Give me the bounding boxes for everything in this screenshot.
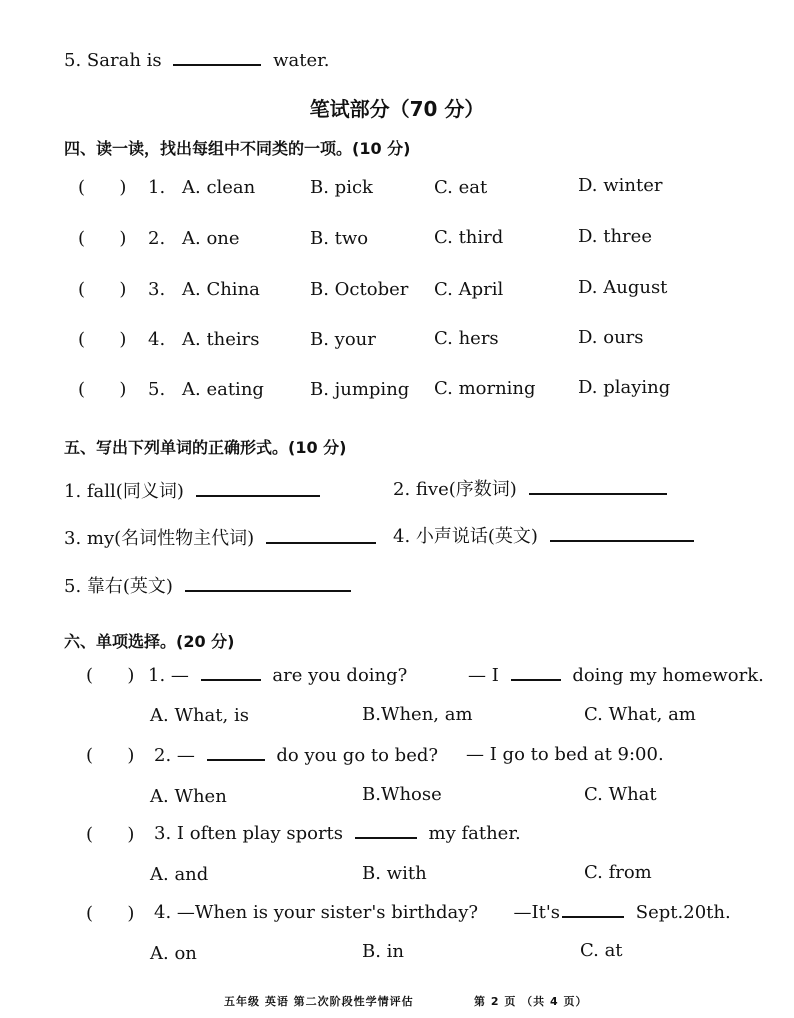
page-number: 第 2 页 （共 4 页） <box>474 995 588 1008</box>
question-text: — I <box>468 665 499 686</box>
question-line <box>148 665 407 686</box>
question-number: 4. <box>148 329 166 350</box>
answer-blank[interactable] <box>185 576 351 592</box>
answer-blank[interactable] <box>355 823 417 839</box>
option-c: C. third <box>434 227 504 248</box>
word-item <box>64 477 326 503</box>
question-number: 5. <box>148 379 166 400</box>
answer-blank[interactable] <box>196 481 320 497</box>
option-a: A. clean <box>182 177 256 198</box>
option-c: C. What <box>584 784 657 805</box>
option-b: B. in <box>362 941 405 962</box>
option-b: B. two <box>310 228 369 249</box>
section-heading: 六、单项选择。(20 分) <box>64 632 235 651</box>
option-b: B. pick <box>310 177 373 198</box>
option-c: C. morning <box>434 378 536 399</box>
question-line <box>154 745 438 766</box>
option-a: A. one <box>182 228 240 249</box>
question-text: I often play sports <box>176 823 344 844</box>
question-line <box>468 665 764 686</box>
question-number: 3. <box>154 823 172 844</box>
section-title: 笔试部分（70 分） <box>309 97 485 121</box>
question-text: are you doing? <box>272 665 408 686</box>
option-d: D. winter <box>578 175 663 196</box>
option-b: B. your <box>310 329 376 350</box>
question-number: 2. <box>154 745 172 766</box>
option-a: A. China <box>182 279 260 300</box>
answer-bracket[interactable]: ( ) <box>86 665 135 686</box>
question-text: — <box>176 745 195 766</box>
question-text: — I go to bed at 9:00. <box>466 744 664 765</box>
word-item <box>393 475 673 501</box>
word-label: 1. fall(同义词) <box>64 481 184 502</box>
answer-bracket[interactable]: ( ) <box>78 279 127 300</box>
answer-blank[interactable] <box>173 50 261 66</box>
question-text: my father. <box>428 823 521 844</box>
answer-bracket[interactable]: ( ) <box>78 379 127 400</box>
answer-blank[interactable] <box>562 902 624 918</box>
section-heading: 五、写出下列单词的正确形式。(10 分) <box>64 438 347 457</box>
option-a: A. and <box>150 864 209 885</box>
option-c: C. April <box>434 279 504 300</box>
answer-bracket[interactable]: ( ) <box>78 329 127 350</box>
question-number: 4. <box>154 902 172 923</box>
question-text: —It's <box>513 902 561 923</box>
option-c: C. from <box>584 862 652 883</box>
option-a: A. What, is <box>150 705 249 726</box>
answer-blank[interactable] <box>529 479 667 495</box>
option-a: A. on <box>150 943 197 964</box>
answer-blank[interactable] <box>207 745 265 761</box>
option-a: A. theirs <box>182 329 260 350</box>
question-text: Sarah is <box>86 50 162 71</box>
option-b: B. jumping <box>310 379 410 400</box>
word-item <box>64 524 382 550</box>
word-item <box>393 522 700 548</box>
question-text: doing my homework. <box>572 665 764 686</box>
section-heading: 四、读一读，找出每组中不同类的一项。(10 分) <box>64 139 411 158</box>
question-number: 1. <box>148 665 166 686</box>
option-b: B. October <box>310 279 409 300</box>
answer-blank[interactable] <box>511 665 561 681</box>
answer-bracket[interactable]: ( ) <box>86 824 135 845</box>
option-b: B. with <box>362 863 427 884</box>
answer-blank[interactable] <box>266 528 376 544</box>
question-number: 5. <box>64 50 82 71</box>
option-c: C. at <box>580 940 623 961</box>
question-line <box>154 823 521 844</box>
answer-bracket[interactable]: ( ) <box>78 177 127 198</box>
word-label: 3. my(名词性物主代词) <box>64 528 255 549</box>
question-line <box>154 902 731 923</box>
word-label: 4. 小声说话(英文) <box>393 526 538 547</box>
question-text: do you go to bed? <box>276 745 439 766</box>
option-b: B.When, am <box>362 704 473 725</box>
option-a: A. When <box>150 786 227 807</box>
option-c: C. eat <box>434 177 488 198</box>
answer-bracket[interactable]: ( ) <box>78 228 127 249</box>
word-label: 2. five(序数词) <box>393 479 517 500</box>
option-b: B.Whose <box>362 784 442 805</box>
option-d: D. three <box>578 226 652 247</box>
word-item <box>64 572 357 598</box>
option-a: A. eating <box>182 379 264 400</box>
question-line <box>64 50 329 71</box>
question-text: water. <box>273 50 330 71</box>
answer-bracket[interactable]: ( ) <box>86 745 135 766</box>
answer-blank[interactable] <box>550 526 694 542</box>
question-number: 1. <box>148 177 166 198</box>
option-d: D. August <box>578 277 668 298</box>
question-text: —When is your sister's birthday? <box>176 902 479 923</box>
question-text: — <box>170 665 189 686</box>
option-c: C. hers <box>434 328 499 349</box>
option-c: C. What, am <box>584 704 696 725</box>
question-number: 3. <box>148 279 166 300</box>
question-number: 2. <box>148 228 166 249</box>
option-d: D. ours <box>578 327 644 348</box>
question-text: Sept.20th. <box>635 902 731 923</box>
word-label: 5. 靠右(英文) <box>64 576 173 597</box>
answer-bracket[interactable]: ( ) <box>86 903 135 924</box>
option-d: D. playing <box>578 377 671 398</box>
footer-info: 五年级 英语 第二次阶段性学情评估 <box>224 995 414 1008</box>
answer-blank[interactable] <box>201 665 261 681</box>
